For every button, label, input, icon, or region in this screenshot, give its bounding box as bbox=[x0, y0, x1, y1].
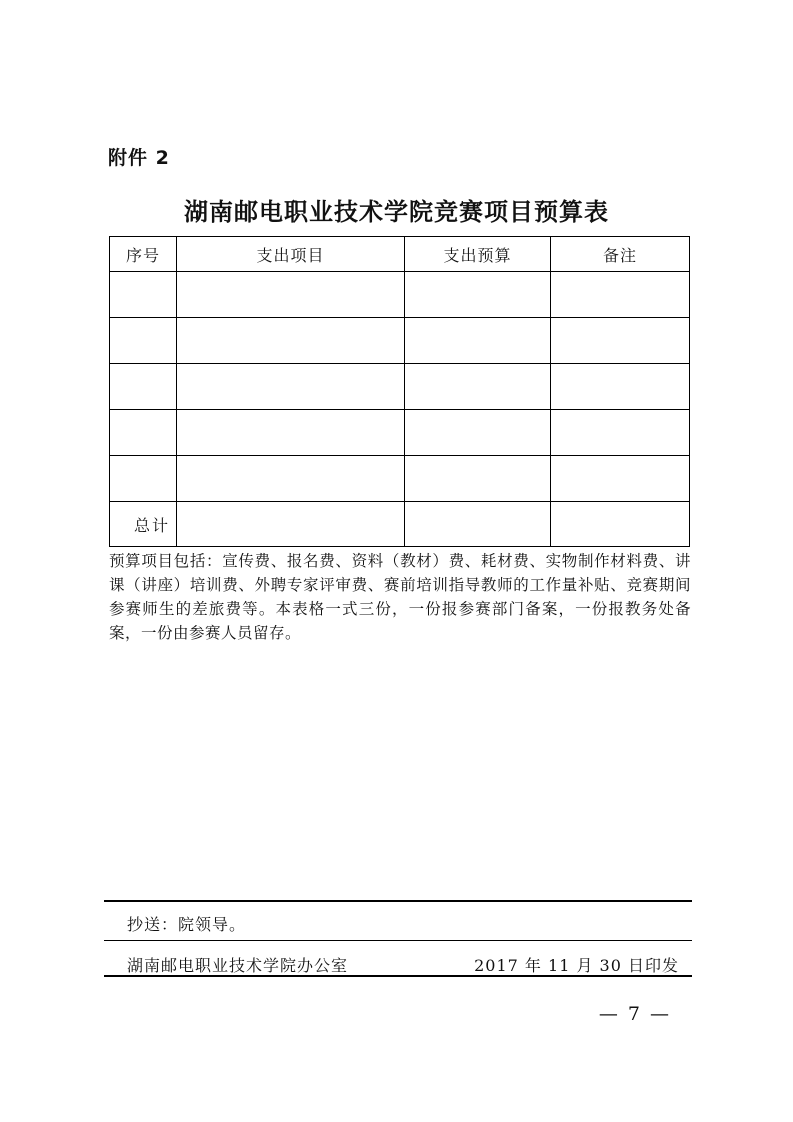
attachment-label: 附件 2 bbox=[108, 147, 170, 169]
total-label: 总计 bbox=[110, 502, 177, 547]
page-title: 湖南邮电职业技术学院竞赛项目预算表 bbox=[184, 198, 609, 226]
table-cell bbox=[177, 410, 405, 456]
table-cell bbox=[177, 318, 405, 364]
budget-note: 预算项目包括：宣传费、报名费、资料（教材）费、耗材费、实物制作材料费、讲课（讲座）培训费、外聘专家评审费、赛前培训指导教师的工作量补贴、竞赛期间参赛师生的差旅费等。本表格一式三份，一份报参赛部门备案，一份报教务处备案，一份由参赛人员留存。 bbox=[109, 552, 691, 642]
table-row bbox=[110, 456, 690, 502]
column-header-remarks: 备注 bbox=[551, 237, 690, 272]
table-cell bbox=[110, 456, 177, 502]
table-row bbox=[110, 410, 690, 456]
table-cell bbox=[405, 318, 551, 364]
table-header-row bbox=[110, 237, 690, 272]
total-cell bbox=[177, 502, 405, 547]
page-number: — 7 — bbox=[598, 1003, 671, 1025]
column-header-expense-item: 支出项目 bbox=[177, 237, 405, 272]
cc-line: 抄送：院领导。 bbox=[127, 915, 247, 934]
table-cell bbox=[551, 318, 690, 364]
budget-table bbox=[109, 236, 690, 547]
table-cell bbox=[551, 364, 690, 410]
total-row bbox=[110, 502, 690, 547]
table-cell bbox=[110, 272, 177, 318]
table-cell bbox=[405, 272, 551, 318]
table-cell bbox=[405, 456, 551, 502]
issuer: 湖南邮电职业技术学院办公室 bbox=[127, 956, 349, 975]
footer-top-rule bbox=[104, 900, 692, 902]
table-cell bbox=[110, 410, 177, 456]
table-row bbox=[110, 272, 690, 318]
table-cell bbox=[177, 364, 405, 410]
total-cell bbox=[405, 502, 551, 547]
footer-bottom-rule bbox=[104, 975, 692, 977]
table-cell bbox=[110, 364, 177, 410]
column-header-index: 序号 bbox=[110, 237, 177, 272]
table-cell bbox=[110, 318, 177, 364]
table-cell bbox=[551, 456, 690, 502]
column-header-budget: 支出预算 bbox=[405, 237, 551, 272]
footer-middle-rule bbox=[104, 940, 692, 941]
table-row bbox=[110, 318, 690, 364]
table-cell bbox=[177, 456, 405, 502]
table-cell bbox=[405, 364, 551, 410]
total-cell bbox=[551, 502, 690, 547]
issue-date: 2017 年 11 月 30 日印发 bbox=[474, 956, 679, 975]
table-cell bbox=[177, 272, 405, 318]
table-row bbox=[110, 364, 690, 410]
table-cell bbox=[551, 410, 690, 456]
table-cell bbox=[405, 410, 551, 456]
table-cell bbox=[551, 272, 690, 318]
